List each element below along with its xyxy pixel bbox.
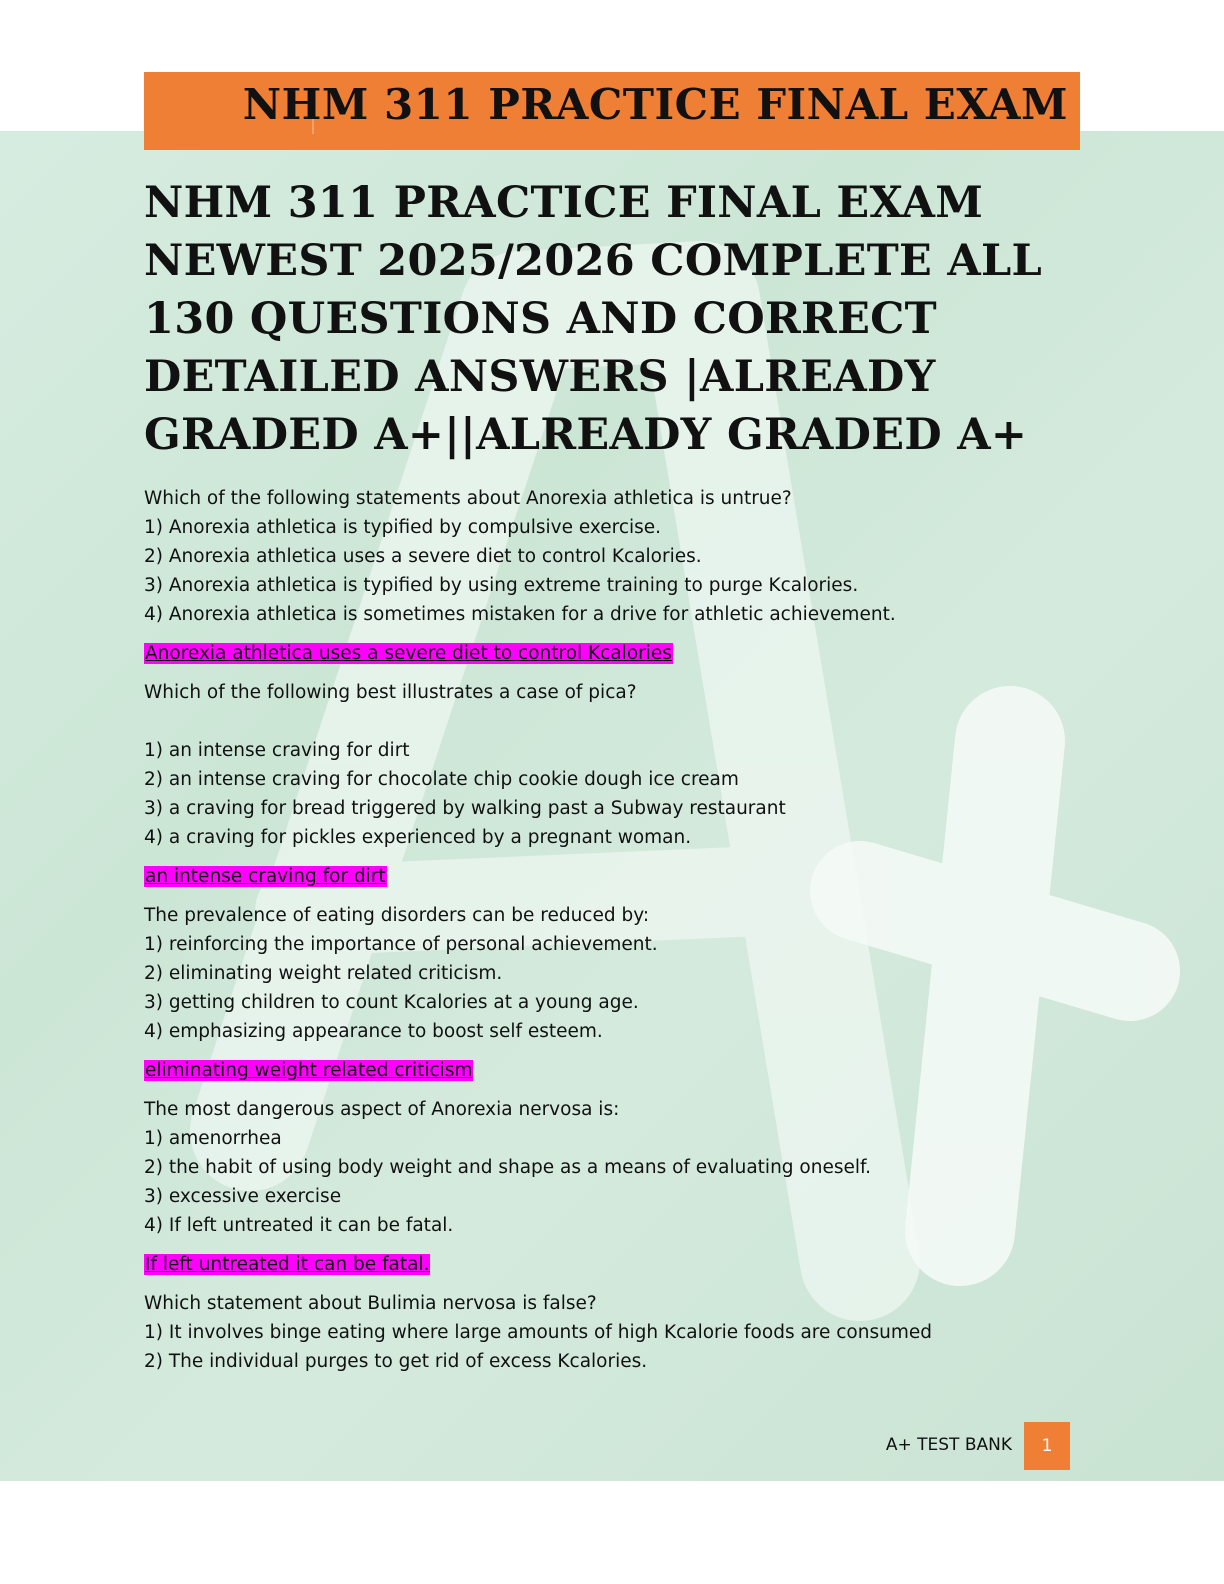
question-option: 1) Anorexia athletica is typified by compulsive exercise. (144, 517, 662, 538)
question-option: 1) reinforcing the importance of personal achievement. (144, 934, 658, 955)
question-option: 1) It involves binge eating where large amounts of high Kcalorie foods are consumed (144, 1322, 932, 1343)
answer-highlight (144, 1056, 1074, 1085)
blank-line (144, 707, 1074, 736)
question-option: 2) eliminating weight related criticism. (144, 963, 503, 984)
question-option: 2) the habit of using body weight and shape as a means of evaluating oneself. (144, 1157, 872, 1178)
question-option: 4) a craving for pickles experienced by a pregnant woman. (144, 827, 692, 848)
question-option: 2) The individual purges to get rid of excess Kcalories. (144, 1351, 648, 1372)
question-block (144, 1289, 1074, 1376)
question-text: Which of the following best illustrates a case of pica? (144, 682, 637, 703)
question-option: 3) excessive exercise (144, 1186, 342, 1207)
question-text: The prevalence of eating disorders can be reduced by: (144, 905, 650, 926)
question-option: 1) an intense craving for dirt (144, 740, 410, 761)
question-list (144, 484, 1074, 1376)
question-option: 3) a craving for bread triggered by walking past a Subway restaurant (144, 798, 786, 819)
question-option: 3) getting children to count Kcalories at a young age. (144, 992, 639, 1013)
document-title: NHM 311 PRACTICE FINAL EXAM NEWEST 2025/2026 COMPLETE ALL 130 QUESTIONS AND CORRECT DETAILED ANSWERS |ALREADY GRADED A+||ALREADY GRADED A+ (144, 178, 1043, 460)
page-number: 1 (1024, 1422, 1070, 1470)
question-text: Which of the following statements about Anorexia athletica is untrue? (144, 488, 792, 509)
question-option: 2) Anorexia athletica uses a severe diet to control Kcalories. (144, 546, 702, 567)
question-option: 4) Anorexia athletica is sometimes mistaken for a drive for athletic achievement. (144, 604, 896, 625)
answer-text: If left untreated it can be fatal. (145, 1254, 430, 1275)
answer-highlight (144, 862, 1074, 891)
question-option: 4) emphasizing appearance to boost self esteem. (144, 1021, 603, 1042)
question-option: 2) an intense craving for chocolate chip cookie dough ice cream (144, 769, 739, 790)
answer-highlight (144, 639, 1074, 668)
question-option: 4) If left untreated it can be fatal. (144, 1215, 454, 1236)
answer-text: an intense craving for dirt (145, 866, 386, 887)
header-title: NHM 311 PRACTICE FINAL EXAM (242, 80, 1068, 129)
question-block (144, 901, 1074, 1085)
answer-text: Anorexia athletica uses a severe diet to control Kcalories (145, 643, 672, 664)
question-block (144, 484, 1074, 668)
question-option: 1) amenorrhea (144, 1128, 282, 1149)
header-bar (144, 72, 1080, 150)
answer-text: eliminating weight related criticism (145, 1060, 473, 1081)
footer-label: A+ TEST BANK (885, 1435, 1012, 1455)
question-block (144, 678, 1074, 891)
question-option: 3) Anorexia athletica is typified by using extreme training to purge Kcalories. (144, 575, 859, 596)
question-text: Which statement about Bulimia nervosa is false? (144, 1293, 597, 1314)
question-block (144, 1095, 1074, 1279)
question-text: The most dangerous aspect of Anorexia nervosa is: (144, 1099, 620, 1120)
answer-highlight (144, 1250, 1074, 1279)
